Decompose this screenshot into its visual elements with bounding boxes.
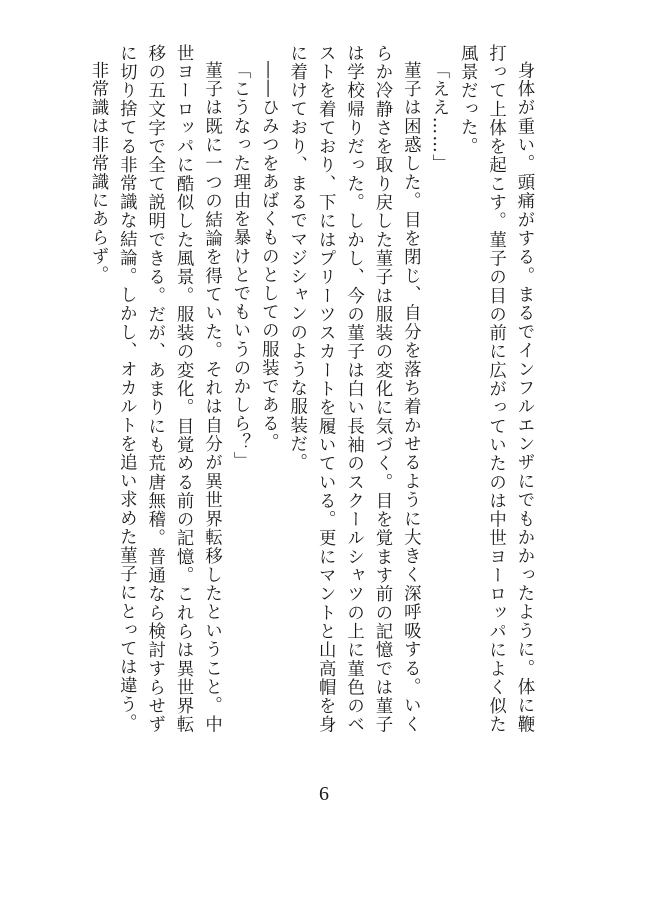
paragraph-7: 非常識は非常識にあらず。 (87, 61, 108, 285)
page-number: 6 (319, 783, 329, 805)
vertical-text-body (87, 44, 538, 734)
paragraph-dialogue-ee: 「ええ……」 (428, 61, 449, 173)
paragraph-4: ――ひみつをあばくものとしての服装である。 (258, 61, 279, 452)
paragraph-1: 身体が重い。頭痛がする。まるでインフルエンザにでもかかったように。体に鞭打って上体を起こす。菫子の目の前に広がっていたのは中世ヨーロッパによく似た風景だった。 (457, 44, 534, 734)
paragraph-6: 菫子は既に一つの結論を得ていた。それは自分が異世界転移したということ。中世ヨーロッパに酷似した風景。服装の変化。目覚める前の記憶。これらは異世界転移の五文字で全て説明できる。だが、あまりにも荒唐無稽。普通なら検討すらせずに切り捨てる非常識な結論。しかし、オカルトを追い求めた菫子にとっては違う。 (116, 44, 222, 734)
paragraph-dialogue-reason: 「こうなった理由を暴けとでもいうのかしら？」 (229, 61, 250, 471)
paragraph-3: 菫子は困惑した。目を閉じ、自分を落ち着かせるように大きく深呼吸する。いくらか冷静さを取り戻した菫子は服装の変化に気づく。目を覚ます前の記憶では菫子は学校帰りだった。しかし、今の菫子は白い長袖のスクールシャツの上に菫色のベストを着ており、下にはプリーツスカートを履いている。更にマントと山高帽を身に着けており、まるでマジシャンのような服装だ。 (286, 44, 421, 734)
